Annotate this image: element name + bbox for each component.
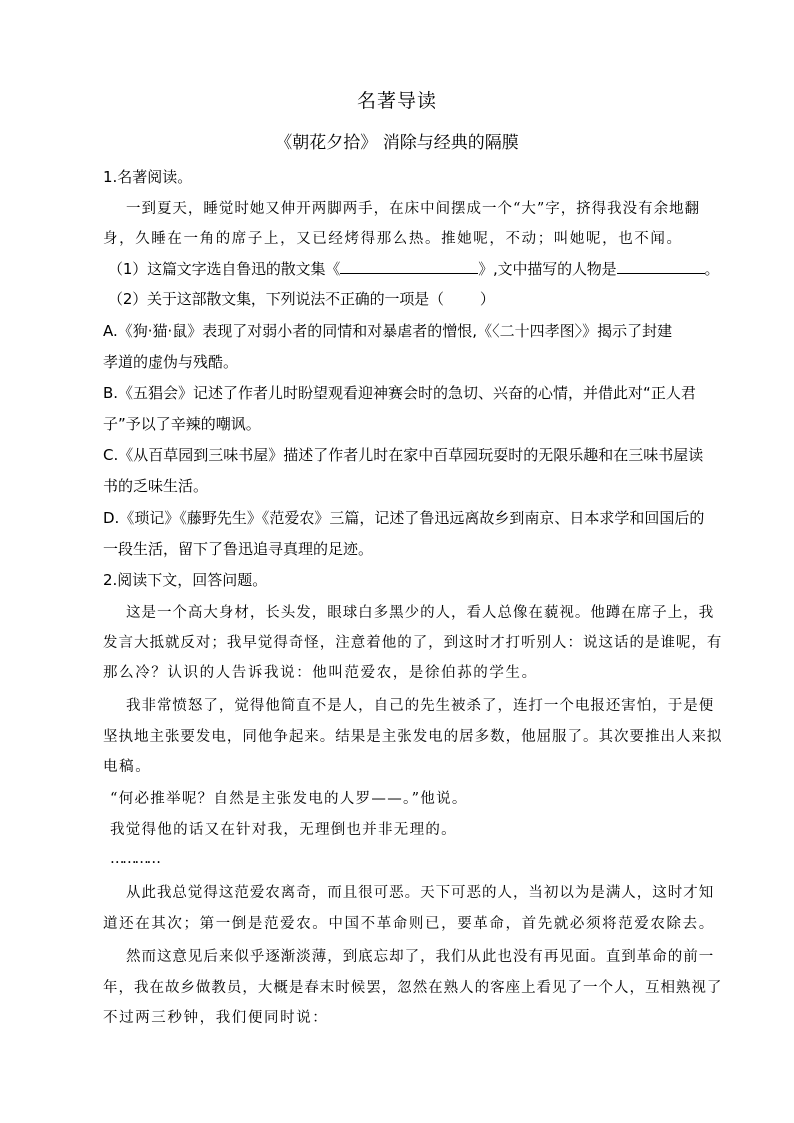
q2-passage-line: 年，我在故乡做教员，大概是春末时候罢，忽然在熟人的客座上看见了一个人，互相熟视了 <box>103 980 723 996</box>
option-a-line: 孝道的虚伪与残酷。 <box>103 353 239 371</box>
option-d-line: 一段生活，留下了鲁迅追寻真理的足迹。 <box>103 540 374 558</box>
q2-passage-line: 坚执地主张要发电，同他争起来。结果是主张发电的居多数，他屈服了。其次要推出人来拟 <box>103 729 723 745</box>
option-c-line: 书的乏味生活。 <box>103 477 209 495</box>
q1-passage-line: 一到夏天，睡觉时她又伸开两脚两手，在床中间摆成一个“大”字，挤得我没有余地翻 <box>126 201 701 217</box>
q1-sub1-text-c: 。 <box>704 260 720 278</box>
q2-passage-line: “何必推举呢？自然是主张发电的人罗——。”他说。 <box>110 791 468 807</box>
option-b-line: 子”予以了辛辣的嘲讽。 <box>103 415 261 433</box>
option-c-line: C.《从百草园到三味书屋》描述了作者儿时在家中百草园玩耍时的无限乐趣和在三味书屋读 <box>103 446 704 464</box>
question-2-heading: 2.阅读下文，回答问题。 <box>103 571 268 589</box>
page-title: 名著导读 <box>356 90 437 112</box>
q2-passage-line: 发言大抵就反对；我早觉得奇怪，注意着他的了，到这时才打听别人：说这话的是谁呢，有 <box>103 635 723 651</box>
q2-passage-line: 我非常愤怒了，觉得他简直不是人，自己的先生被杀了，连打一个电报还害怕，于是便 <box>126 698 715 714</box>
q2-passage-line: 我觉得他的话又在针对我，无理倒也并非无理的。 <box>110 822 457 838</box>
option-a-line: A.《狗·猫·鼠》表现了对弱小者的同情和对暴虐者的憎恨,《〈二十四孝图〉》揭示了封建 <box>103 322 673 340</box>
q2-passage-line: 然而这意见后来似乎逐渐淡薄，到底忘却了，我们从此也没有再见面。直到革命的前一 <box>126 949 715 965</box>
option-b-line: B.《五猖会》记述了作者儿时盼望观看迎神赛会时的急切、兴奋的心情，并借此对“正人君 <box>103 384 696 402</box>
answer-blank-character[interactable] <box>617 259 705 274</box>
q1-sub2-text-b: ） <box>479 290 495 308</box>
page-subtitle: 《朝花夕拾》 消除与经典的隔膜 <box>275 133 519 153</box>
q2-passage-line: 从此我总觉得这范爱农离奇，而且很可恶。天下可恶的人，当初以为是满人，这时才知 <box>126 885 715 901</box>
q2-passage-line: 那么冷？认识的人告诉我说：他叫范爱农，是徐伯荪的学生。 <box>103 665 538 681</box>
q2-passage-line: 这是一个高大身材，长头发，眼球白多黑少的人，看人总像在藐视。他蹲在席子上，我 <box>126 605 715 621</box>
q2-passage-line: 不过两三秒钟，我们便同时说： <box>103 1010 329 1026</box>
ellipsis-line: ………… <box>110 851 159 867</box>
q1-subquestion-2 <box>108 289 728 309</box>
q2-passage-line: 电稿。 <box>103 759 152 775</box>
answer-blank-collection[interactable] <box>340 259 478 274</box>
q1-subquestion-1 <box>108 259 728 279</box>
q2-passage-line: 道还在其次；第一倒是范爱农。中国不革命则已，要革命，首先就必须将范爱农除去。 <box>103 916 715 932</box>
q1-sub2-text-a: （2）关于这部散文集，下列说法不正确的一项是（ <box>108 290 444 308</box>
option-d-line: D.《琐记》《藤野先生》《范爱农》三篇，记述了鲁迅远离故乡到南京、日本求学和回国后的 <box>103 509 705 527</box>
q1-sub1-text-a: （1）这篇文字选自鲁迅的散文集《 <box>108 260 341 278</box>
question-1-heading: 1.名著阅读。 <box>103 168 193 186</box>
q1-passage-line: 身，久睡在一角的席子上，又已经烤得那么热。推她呢，不动；叫她呢，也不闻。 <box>103 231 683 247</box>
q1-sub1-text-b: 》,文中描写的人物是 <box>478 260 617 278</box>
